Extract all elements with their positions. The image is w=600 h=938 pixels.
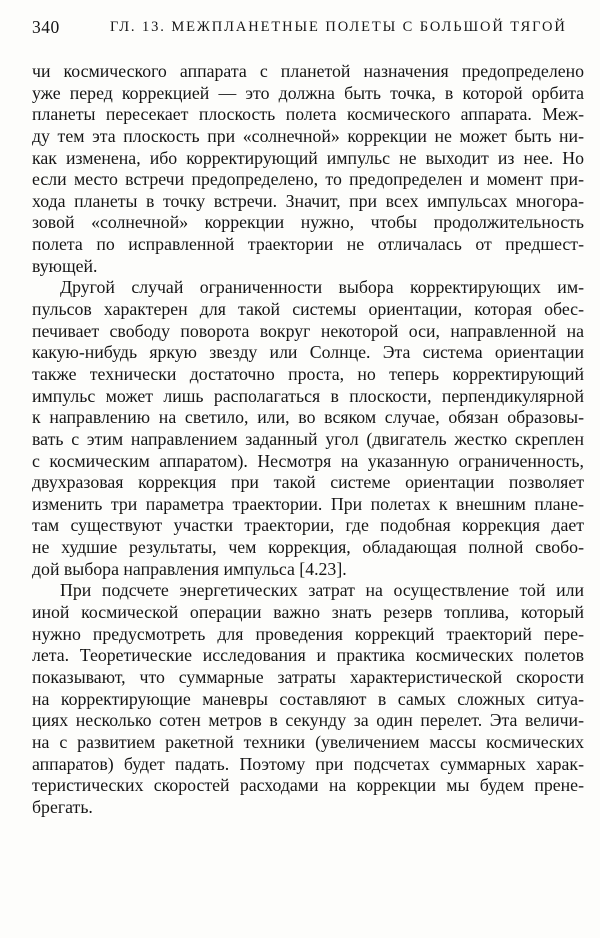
text-line: с космическим аппаратом). Несмотря на указанную ограниченность, <box>32 450 584 471</box>
text-line: лета. Теоретические исследования и практика космических полетов <box>32 645 584 666</box>
text-line: дой выбора направления импульса [4.23]. <box>32 558 347 579</box>
text-line: чи космического аппарата с планетой назначения предопределено <box>32 61 584 81</box>
text-line: вать с этим направлением заданный угол (двигатель жестко скреплен <box>32 428 584 449</box>
text-line: хода планеты в точку встречи. Значит, при всех импульсах многора- <box>32 190 584 211</box>
text-line: уже перед коррекцией — это должна быть точка, в которой орбита <box>32 82 584 103</box>
text-line: к направлению на светило, или, во всяком случае, обязан образовы- <box>32 407 584 428</box>
text-line: изменить три параметра траектории. При полетах к внешним плане- <box>32 493 584 514</box>
text-line: зовой «солнечной» коррекции нужно, чтобы продолжительность <box>32 212 584 233</box>
text-line: аппаратов) будет падать. Поэтому при подсчетах суммарных харак- <box>32 753 584 774</box>
text-line: полета по исправленной траектории не отличалась от предшест- <box>32 234 584 255</box>
text-line: нужно предусмотреть для проведения коррекций траекторий пере- <box>32 623 584 644</box>
text-line: пульсов характерен для такой системы ориентации, которая обес- <box>32 299 584 320</box>
text-line: на с развитием ракетной техники (увеличением массы космических <box>32 731 584 752</box>
text-line: Другой случай ограниченности выбора корректирующих им- <box>60 277 584 298</box>
text-line: иной космической операции важно знать резерв топлива, который <box>32 602 584 623</box>
text-line: теристических скоростей расходами на коррекции мы будем прене- <box>32 775 584 796</box>
running-head: ГЛ. 13. МЕЖПЛАНЕТНЫЕ ПОЛЕТЫ С БОЛЬШОЙ ТЯГОЙ <box>110 19 567 35</box>
text-line: При подсчете энергетических затрат на осуществление той или <box>60 580 584 601</box>
text-line: как изменена, ибо корректирующий импульс не выходит из нее. Но <box>32 147 584 168</box>
text-line: показывают, что суммарные затраты характеристической скорости <box>32 666 584 687</box>
text-line: циях несколько сотен метров в секунду за один перелет. Эта величи- <box>32 710 584 731</box>
text-line: печивает свободу поворота вокруг некоторой оси, направленной на <box>32 320 584 341</box>
text-line: если место встречи предопределено, то предопределен и момент при- <box>32 169 584 190</box>
text-line: планеты пересекает плоскость полета космического аппарата. Меж- <box>32 104 584 125</box>
text-line: на корректирующие маневры составляют в самых сложных ситуа- <box>32 688 584 709</box>
text-line: не худшие результаты, чем коррекция, обладающая полной свобо- <box>32 537 584 558</box>
text-line: брегать. <box>32 796 93 817</box>
text-line: вующей. <box>32 255 98 276</box>
text-line: там существуют участки траектории, где подобная коррекция дает <box>32 515 584 536</box>
paragraph-2 <box>32 277 584 580</box>
paragraph-3 <box>32 580 584 818</box>
text-line: импульс может лишь располагаться в плоскости, перпендикулярной <box>32 385 584 406</box>
page-number: 340 <box>32 17 60 37</box>
body-text <box>32 61 584 818</box>
text-line: ду тем эта плоскость при «солнечной» коррекции не может быть ни- <box>32 125 584 146</box>
text-line: двухразовая коррекция при такой системе ориентации позволяет <box>32 472 584 493</box>
text-line: какую-нибудь яркую звезду или Солнце. Эта система ориентации <box>32 342 584 363</box>
page-header <box>32 17 584 43</box>
text-line: также технически достаточно проста, но теперь корректирующий <box>32 363 584 384</box>
paragraph-1 <box>32 61 584 277</box>
